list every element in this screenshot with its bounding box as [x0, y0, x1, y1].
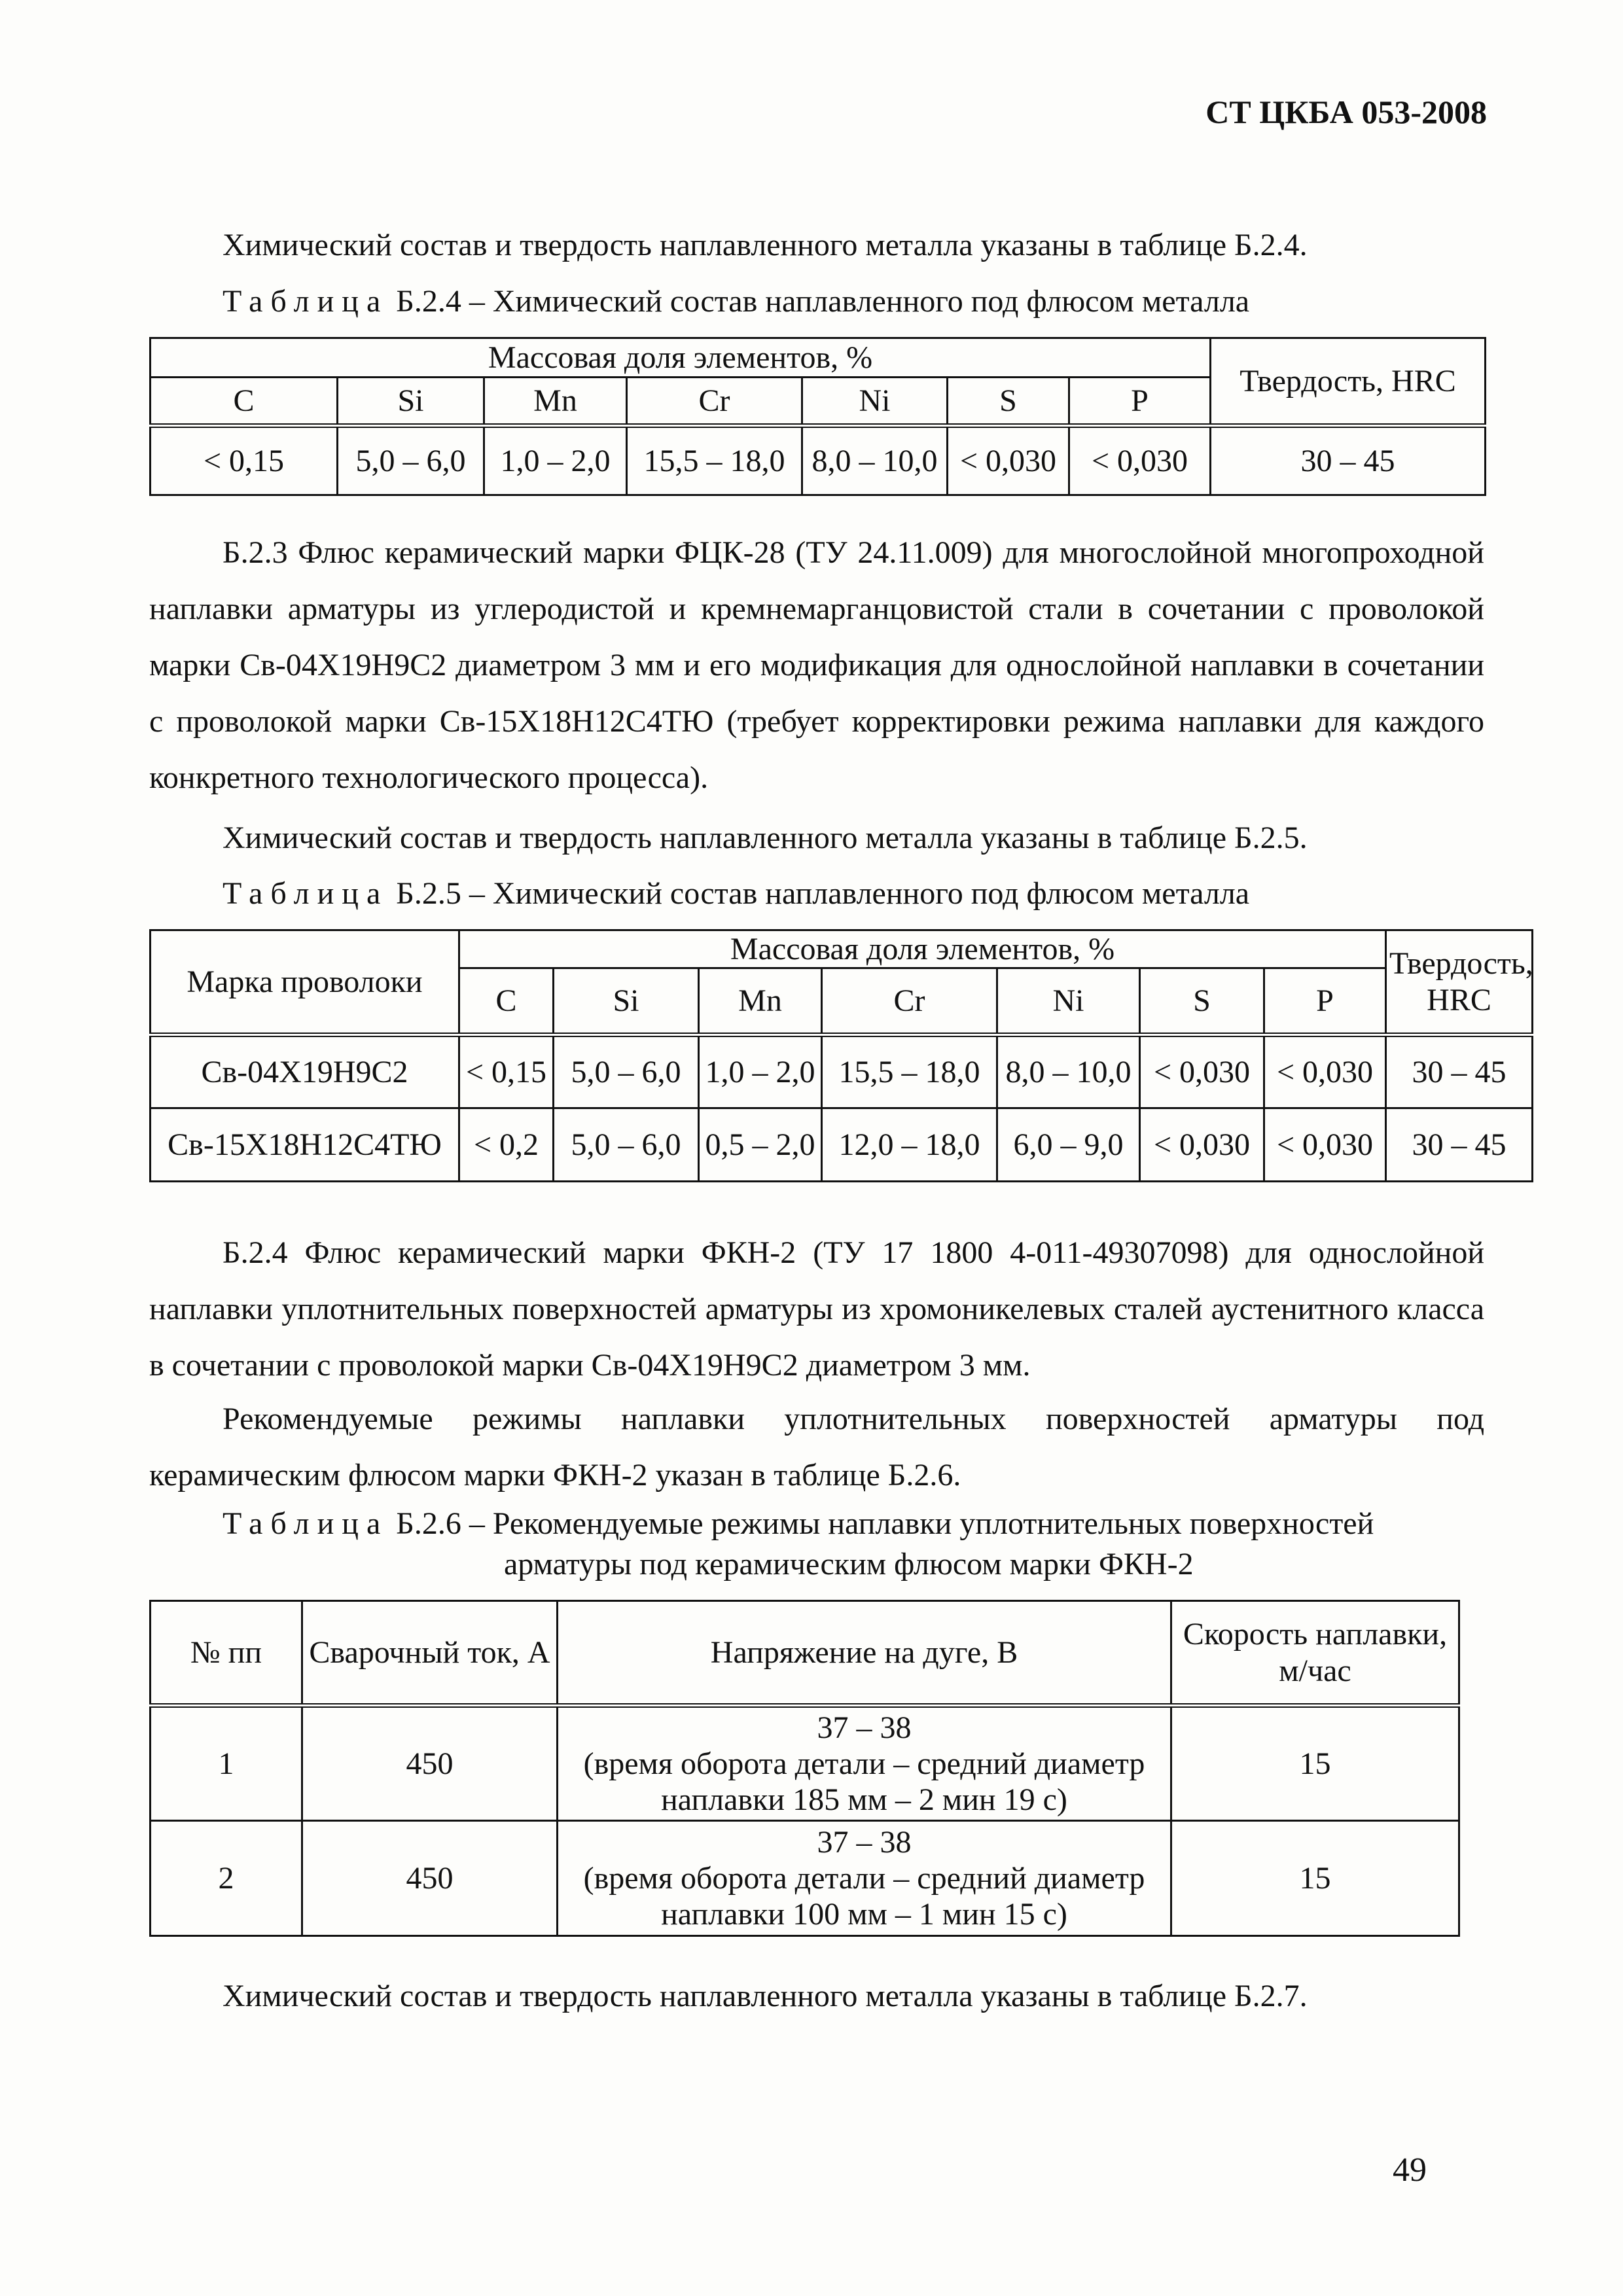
- table-cell: < 0,15: [459, 1035, 554, 1108]
- table-cell: < 0,030: [1140, 1035, 1264, 1108]
- table-cell: 2: [151, 1821, 302, 1936]
- voltage-value: 37 – 38: [817, 1710, 912, 1745]
- table-cell: < 0,030: [1140, 1108, 1264, 1182]
- table-b25: [149, 929, 1533, 1182]
- table-cell: 15: [1171, 1706, 1459, 1821]
- table-b24: [149, 337, 1486, 496]
- paragraph-b24: Б.2.4 Флюс керамический марки ФКН-2 (ТУ 17 1800 4-011-49307098) для однослойной наплавки уплотнительных поверхностей арматуры из хромоникелевых сталей аустенитного класса в сочетании с проволокой марки Св-04Х19Н9С2 диаметром 3 мм.: [149, 1235, 1484, 1383]
- table-cell: 15,5 – 18,0: [627, 426, 802, 495]
- table-caption-text: Б.2.5 – Химический состав наплавленного под флюсом металла: [388, 876, 1250, 911]
- table-col-header: Cr: [822, 968, 997, 1035]
- page-number: 49: [1393, 2151, 1427, 2189]
- table-row: [151, 426, 1486, 495]
- table-cell: 5,0 – 6,0: [554, 1108, 699, 1182]
- document-code: СТ ЦКБА 053-2008: [1205, 94, 1487, 130]
- table-b26-caption: [223, 1505, 1558, 1543]
- table-b26-caption-line2: арматуры под керамическим флюсом марки ФКН-2: [504, 1547, 1194, 1581]
- paragraph-modes: Рекомендуемые режимы наплавки уплотнительных поверхностей арматуры под керамическим флюсом марки ФКН-2 указан в таблице Б.2.6.: [149, 1402, 1484, 1492]
- paragraph-b23: Б.2.3 Флюс керамический марки ФЦК-28 (ТУ 24.11.009) для многослойной многопроходной наплавки арматуры из углеродистой и кремнемарганцовистой стали в сочетании с проволокой марки Св-04Х19Н9С2 диаметром 3 мм и его модификация для однослойной наплавки в сочетании с проволокой марки Св-15Х18Н12С4ТЮ (требует корректировки режима наплавки для каждого конкретного технологического процесса).: [149, 535, 1484, 795]
- table-col-header: P: [1264, 968, 1386, 1035]
- table-cell: < 0,030: [1264, 1035, 1386, 1108]
- table-b25-caption: [223, 875, 1558, 913]
- table-wire-header: Марка проволоки: [151, 930, 459, 1035]
- table-col-header: C: [459, 968, 554, 1035]
- table-col-header: Si: [554, 968, 699, 1035]
- table-group-header: Массовая доля элементов, %: [151, 338, 1211, 378]
- paragraph-intro-b24: Химический состав и твердость наплавленного металла указаны в таблице Б.2.4.: [223, 228, 1308, 262]
- table-col-header: Ni: [802, 378, 948, 426]
- table-row: [151, 1706, 1459, 1821]
- table-cell: 450: [302, 1821, 558, 1936]
- voltage-value: 37 – 38: [817, 1824, 912, 1860]
- table-col-header-voltage: Напряжение на дуге, В: [558, 1601, 1171, 1706]
- table-col-header-number: № пп: [151, 1601, 302, 1706]
- table-group-header: Массовая доля элементов, %: [459, 930, 1386, 968]
- table-row: [151, 1108, 1533, 1182]
- table-cell: < 0,2: [459, 1108, 554, 1182]
- table-cell: 8,0 – 10,0: [997, 1035, 1140, 1108]
- table-col-header-current: Сварочный ток, А: [302, 1601, 558, 1706]
- table-cell: 1: [151, 1706, 302, 1821]
- table-cell: 1,0 – 2,0: [699, 1035, 822, 1108]
- table-cell: 1,0 – 2,0: [484, 426, 627, 495]
- table-col-header-speed: Скорость наплавки, м/час: [1171, 1601, 1459, 1706]
- table-cell: 15,5 – 18,0: [822, 1035, 997, 1108]
- table-b26: [149, 1600, 1460, 1937]
- table-cell: 30 – 45: [1211, 426, 1486, 495]
- table-col-header: Si: [338, 378, 484, 426]
- table-cell: 450: [302, 1706, 558, 1821]
- table-cell: 15: [1171, 1821, 1459, 1936]
- table-col-header: Mn: [699, 968, 822, 1035]
- table-cell: < 0,030: [1264, 1108, 1386, 1182]
- table-cell: 6,0 – 9,0: [997, 1108, 1140, 1182]
- table-cell: Св-04Х19Н9С2: [151, 1035, 459, 1108]
- table-cell: 30 – 45: [1386, 1108, 1533, 1182]
- table-cell-voltage: [558, 1821, 1171, 1936]
- table-caption-prefix: Таблица: [223, 876, 389, 911]
- table-col-header: C: [151, 378, 338, 426]
- table-b24-caption: [223, 283, 1558, 321]
- paragraph-intro-b27: Химический состав и твердость наплавленного металла указаны в таблице Б.2.7.: [223, 1979, 1308, 2013]
- table-cell: 12,0 – 18,0: [822, 1108, 997, 1182]
- table-cell: 5,0 – 6,0: [338, 426, 484, 495]
- table-cell: 0,5 – 2,0: [699, 1108, 822, 1182]
- table-col-header: Mn: [484, 378, 627, 426]
- table-caption-text: Б.2.4 – Химический состав наплавленного под флюсом металла: [388, 284, 1250, 319]
- table-col-header: Ni: [997, 968, 1140, 1035]
- table-col-header: S: [1140, 968, 1264, 1035]
- voltage-note: (время оборота детали – средний диаметр наплавки 100 мм – 1 мин 15 с): [583, 1860, 1145, 1932]
- table-hardness-header: Твердость, HRC: [1386, 930, 1533, 1035]
- paragraph-intro-b25: Химический состав и твердость наплавленного металла указаны в таблице Б.2.5.: [223, 821, 1308, 855]
- table-cell: < 0,15: [151, 426, 338, 495]
- table-caption-prefix: Таблица: [223, 1506, 389, 1541]
- table-hardness-header: Твердость, HRC: [1211, 338, 1486, 426]
- table-row: [151, 1035, 1533, 1108]
- table-cell: 30 – 45: [1386, 1035, 1533, 1108]
- table-cell: Св-15Х18Н12С4ТЮ: [151, 1108, 459, 1182]
- table-col-header: S: [948, 378, 1069, 426]
- table-cell: < 0,030: [1069, 426, 1211, 495]
- table-caption-prefix: Таблица: [223, 284, 389, 319]
- table-cell: < 0,030: [948, 426, 1069, 495]
- voltage-note: (время оборота детали – средний диаметр наплавки 185 мм – 2 мин 19 с): [583, 1746, 1145, 1818]
- table-col-header: P: [1069, 378, 1211, 426]
- table-cell-voltage: [558, 1706, 1171, 1821]
- table-col-header: Cr: [627, 378, 802, 426]
- table-cell: 8,0 – 10,0: [802, 426, 948, 495]
- table-cell: 5,0 – 6,0: [554, 1035, 699, 1108]
- table-caption-text: Б.2.6 – Рекомендуемые режимы наплавки уплотнительных поверхностей: [388, 1506, 1374, 1541]
- table-row: [151, 1821, 1459, 1936]
